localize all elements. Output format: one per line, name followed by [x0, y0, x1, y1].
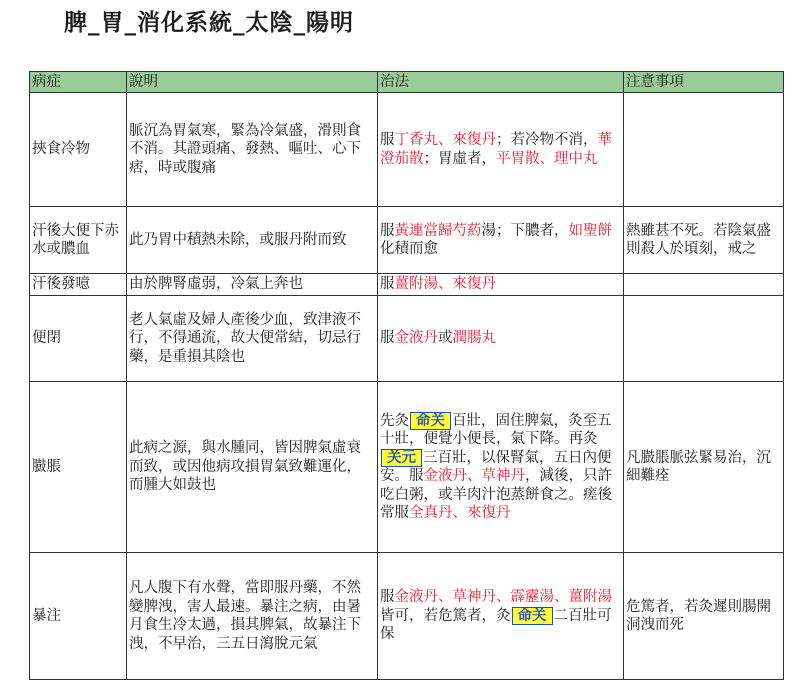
treatment-text: 或 — [438, 330, 453, 347]
treatment-text: 服 — [380, 330, 395, 347]
remedy-name: 平胃散 — [496, 150, 540, 167]
symptom-cell: 便閉 — [30, 296, 127, 382]
note-cell: 危篤者，若灸遲則腸開洞洩而死 — [624, 553, 784, 680]
treatment-text: 服 — [380, 589, 395, 606]
table-row — [30, 274, 784, 296]
header-description: 說明 — [127, 72, 378, 93]
treatment-cell — [378, 382, 624, 553]
description-cell: 此乃胃中積熱未除，或服丹附而致 — [127, 207, 378, 274]
description-cell: 老人氣虛及婦人產後少血，致津液不行，不得通流，故大便常結，切忌行藥，是重損其陰也 — [127, 296, 378, 382]
acupoint-badge: 命关 — [512, 607, 553, 625]
remedy-name: 理中丸 — [554, 150, 598, 167]
remedy-name: 潤腸丸 — [452, 330, 496, 347]
treatment-text: 服 — [380, 132, 395, 148]
remedy-name: 如聖餅 — [568, 222, 612, 239]
remedy-separator: 、 — [438, 132, 453, 148]
treatment-text: 化積而愈 — [380, 241, 438, 257]
description-cell: 由於脾腎虛弱，冷氣上奔也 — [127, 274, 378, 296]
treatment-cell — [378, 93, 624, 207]
symptom-cell: 汗後大便下赤水或膿血 — [30, 207, 127, 274]
remedy-separator: 、 — [438, 589, 453, 606]
treatment-cell — [378, 274, 624, 296]
remedy-name: 金液丹 — [423, 468, 467, 484]
remedy-name: 全真丹 — [409, 505, 453, 521]
remedy-name: 黃連當歸芍葯 — [394, 222, 482, 239]
table-header-row — [30, 72, 784, 93]
remedy-separator: 、 — [496, 589, 511, 606]
symptom-cell: 汗後發噫 — [30, 274, 127, 296]
remedy-separator: 、 — [467, 468, 482, 484]
note-cell: 凡臌脹脈弦緊易治，沉細難痊 — [624, 382, 784, 553]
remedy-name: 來復丹 — [452, 276, 496, 293]
description-cell: 凡人腹下有水聲，當即服丹藥，不然變脾洩，害人最速。暴注之病，由暑月食生冷太過，損其脾氣，故暴注下洩，不早治，三五日瀉脫元氣 — [127, 553, 378, 680]
remedy-name: 丁香丸 — [394, 132, 438, 148]
table-row — [30, 296, 784, 382]
remedy-separator: 、 — [452, 505, 467, 521]
description-cell: 此病之源，與水腫同，皆因脾氣虛衰而致，或因他病攻損胃氣致難運化，而腫大如鼓也 — [127, 382, 378, 553]
description-cell: 脈沉為胃氣寒，緊為冷氣盛，滑則食不消。其證頭痛、發熱、嘔吐、心下痞，時或腹痛 — [127, 93, 378, 207]
remedy-name: 草神丹 — [481, 468, 525, 484]
remedy-name: 來復丹 — [467, 505, 511, 521]
page-title: 脾_胃_消化系統_太陰_陽明 — [64, 10, 354, 36]
remedy-name: 薑附湯 — [568, 589, 612, 606]
remedy-separator: 、 — [539, 150, 554, 167]
note-cell — [624, 296, 784, 382]
remedy-name: 草神丹 — [452, 589, 496, 606]
note-cell: 熱雖甚不死。若陰氣盛則殺人於頃刻，戒之 — [624, 207, 784, 274]
table-row — [30, 382, 784, 553]
acupoint-badge: 关元 — [381, 449, 422, 467]
remedy-name: 金液丹 — [394, 330, 438, 347]
disease-table — [29, 71, 784, 680]
remedy-name: 來復丹 — [452, 132, 496, 148]
note-cell — [624, 274, 784, 296]
table-row — [30, 553, 784, 680]
treatment-text: ；胃虛者， — [423, 150, 496, 167]
table-row — [30, 93, 784, 207]
treatment-text: ，減後，只許吃白粥，或羊肉汁泡蒸餅食之。瘥後常服 — [380, 468, 612, 521]
treatment-cell — [378, 207, 624, 274]
symptom-cell: 暴注 — [30, 553, 127, 680]
treatment-cell — [378, 553, 624, 680]
treatment-text: 三百壯，以保腎氣，五日內便安。服 — [380, 449, 612, 484]
acupoint-badge: 命关 — [410, 412, 451, 430]
treatment-text: 服 — [380, 276, 395, 293]
note-cell — [624, 93, 784, 207]
remedy-separator: 、 — [438, 276, 453, 293]
remedy-name: 金液丹 — [394, 589, 438, 606]
treatment-text: 二百壯可保 — [380, 607, 612, 643]
treatment-text: 先灸 — [380, 412, 409, 429]
remedy-name: 霹靂湯 — [510, 589, 554, 606]
remedy-name: 華澄茄散 — [380, 132, 612, 167]
header-notes: 注意事項 — [624, 72, 784, 93]
treatment-cell — [378, 296, 624, 382]
remedy-separator: 、 — [554, 589, 569, 606]
treatment-text: ；若冷物不消， — [496, 132, 598, 148]
remedy-name: 薑附湯 — [394, 276, 438, 293]
symptom-cell: 臌脹 — [30, 382, 127, 553]
table-row — [30, 207, 784, 274]
treatment-text: 湯；下膿者， — [481, 222, 569, 239]
header-symptom: 病症 — [30, 72, 127, 93]
symptom-cell: 挾食冷物 — [30, 93, 127, 207]
treatment-text: 服 — [380, 222, 395, 239]
treatment-text: 皆可，若危篤者，灸 — [380, 607, 511, 624]
header-treatment: 治法 — [378, 72, 624, 93]
treatment-text: 百壯，固住脾氣，灸至五十壯，便覺小便長，氣下降。再灸 — [380, 412, 612, 447]
